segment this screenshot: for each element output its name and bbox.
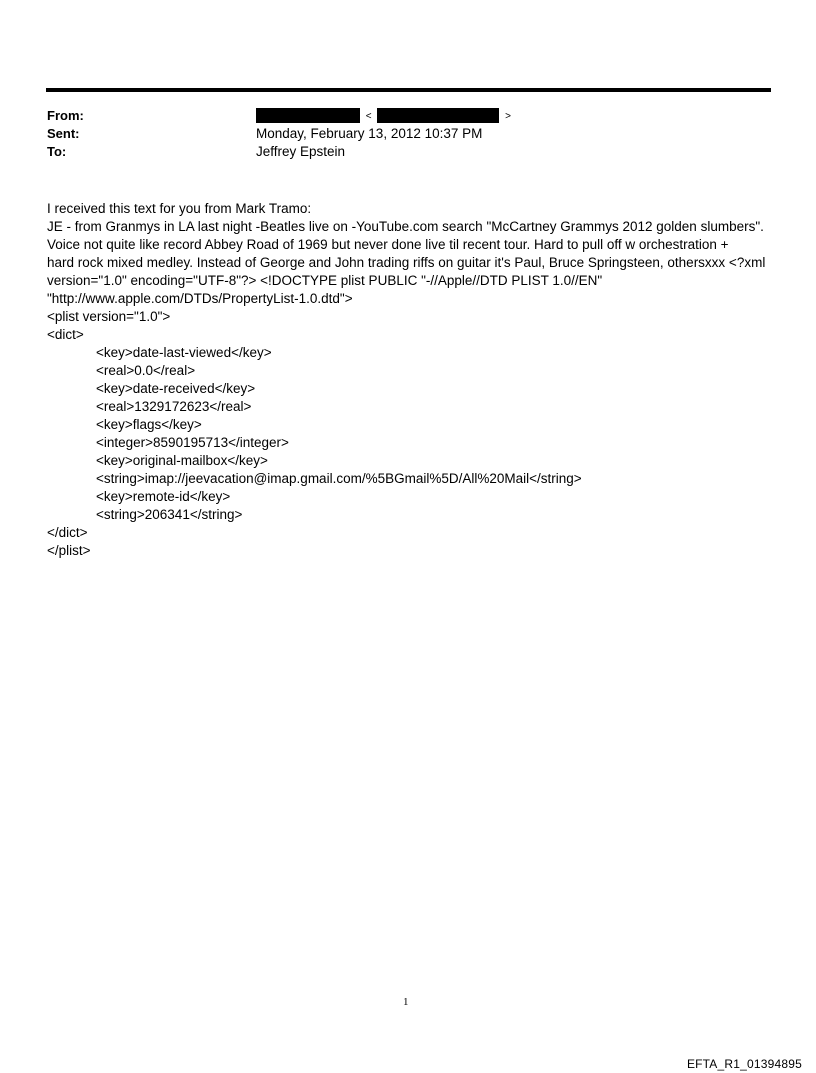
sent-label: Sent: (47, 126, 80, 141)
from-open-bracket: < (365, 111, 372, 122)
dict-line: <key>date-received</key> (96, 381, 256, 396)
dict-line: <integer>8590195713</integer> (96, 435, 289, 450)
body-line: hard rock mixed medley. Instead of George and John trading riffs on guitar it's Paul, Bruce Springsteen, othersxxx <?xml (47, 255, 766, 270)
from-value (256, 107, 513, 126)
body-line: Voice not quite like record Abbey Road of 1969 but never done live til recent tour. Hard to pull off w orchestration + (47, 237, 729, 252)
sent-value: Monday, February 13, 2012 10:37 PM (256, 126, 483, 141)
body-line: <dict> (47, 327, 84, 342)
to-value: Jeffrey Epstein (256, 144, 346, 159)
dict-line: <key>remote-id</key> (96, 489, 231, 504)
dict-line: <real>0.0</real> (96, 363, 196, 378)
email-body (47, 200, 772, 560)
dict-line: <string>206341</string> (96, 507, 243, 522)
dict-line: <real>1329172623</real> (96, 399, 252, 414)
dict-line: <string>imap://jeevacation@imap.gmail.com/%5BGmail%5D/All%20Mail</string> (96, 471, 582, 486)
body-line: version="1.0" encoding="UTF-8"?> <!DOCTYPE plist PUBLIC "-//Apple//DTD PLIST 1.0//EN" (47, 273, 603, 288)
body-line: "http://www.apple.com/DTDs/PropertyList-1.0.dtd"> (47, 291, 353, 306)
document-id: EFTA_R1_01394895 (686, 1057, 802, 1071)
redaction-box (256, 108, 360, 123)
dict-line: <key>flags</key> (96, 417, 202, 432)
redaction-box (377, 108, 499, 123)
from-label: From: (47, 108, 84, 123)
from-close-bracket: > (505, 111, 511, 122)
dict-line: <key>original-mailbox</key> (96, 453, 268, 468)
body-line: </dict> (47, 525, 88, 540)
dict-line: <key>date-last-viewed</key> (96, 345, 272, 360)
body-line: I received this text for you from Mark Tramo: (47, 201, 312, 216)
page-number: 1 (403, 996, 409, 1008)
body-line: JE - from Granmys in LA last night -Beatles live on -YouTube.com search "McCartney Grammys 2012 golden slumbers". (47, 219, 764, 234)
header-rule (46, 88, 771, 92)
body-line: <plist version="1.0"> (47, 309, 171, 324)
body-line: </plist> (47, 543, 91, 558)
to-label: To: (47, 144, 67, 159)
